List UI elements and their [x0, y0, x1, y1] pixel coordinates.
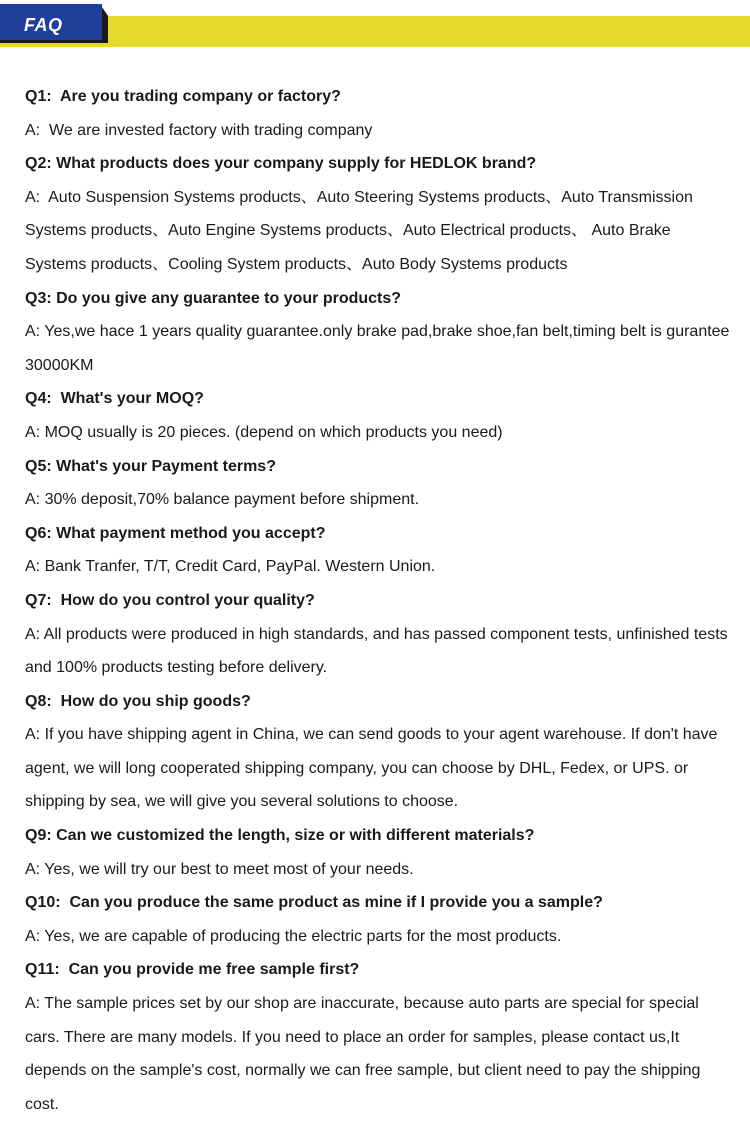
answer-4: A: MOQ usually is 20 pieces. (depend on which products you need): [25, 423, 503, 441]
question-9: Q9: Can we customized the length, size or with different materials?: [25, 827, 535, 845]
answer-11: A: The sample prices set by our shop are inaccurate, because auto parts are special for special cars. There are many models. If you need to place an order for samples, please contact us,It depends on the sample's cost, normally we can free sample, but client need to pay the shipping cost.: [25, 995, 705, 1113]
question-5: Q5: What's your Payment terms?: [25, 457, 276, 475]
question-8: Q8: How do you ship goods?: [25, 692, 251, 710]
question-1: Q1: Are you trading company or factory?: [25, 88, 341, 105]
faq-list: [25, 80, 734, 1121]
faq-item-8: [25, 685, 730, 819]
answer-5: A: 30% deposit,70% balance payment before shipment.: [25, 491, 420, 509]
faq-item-7: [25, 584, 733, 685]
faq-item-1: [25, 80, 730, 147]
faq-item-10: [25, 886, 730, 953]
question-10: Q10: Can you produce the same product as mine if I provide you a sample?: [25, 894, 603, 912]
question-4: Q4: What's your MOQ?: [25, 390, 204, 408]
faq-item-6: [25, 517, 730, 584]
faq-item-2: [25, 147, 730, 281]
answer-9: A: Yes, we will try our best to meet most of your needs.: [25, 860, 414, 878]
header-tab: [0, 4, 102, 40]
faq-item-9: [25, 819, 730, 886]
answer-6: A: Bank Tranfer, T/T, Credit Card, PayPal. Western Union.: [25, 558, 436, 576]
answer-1: A: We are invested factory with trading company: [25, 121, 373, 139]
header-yellow-bar: [0, 16, 750, 47]
question-3: Q3: Do you give any guarantee to your products?: [25, 289, 402, 307]
faq-title: FAQ: [24, 15, 63, 35]
question-6: Q6: What payment method you accept?: [25, 524, 326, 542]
faq-header: [0, 0, 750, 48]
faq-item-3: [25, 282, 734, 383]
answer-2: A: Auto Suspension Systems products、Auto Steering Systems products、Auto Transmission Systems products、Auto Engine Systems products、Auto Electrical products、 Auto Brake Systems products、Cooling System products、Auto Body Systems products: [25, 188, 698, 273]
answer-3: A: Yes,we hace 1 years quality guarantee.only brake pad,brake shoe,fan belt,timing belt is gurantee 30000KM: [25, 323, 734, 374]
answer-10: A: Yes, we are capable of producing the electric parts for the most products.: [25, 927, 562, 945]
question-2: Q2: What products does your company supply for HEDLOK brand?: [25, 155, 537, 173]
question-7: Q7: How do you control your quality?: [25, 591, 315, 609]
question-11: Q11: Can you provide me free sample first?: [25, 961, 360, 979]
answer-8: A: If you have shipping agent in China, we can send goods to your agent warehouse. If don't have agent, we will long cooperated shipping company, you can choose by DHL, Fedex, or UPS. or shipping by sea, we will give you several solutions to choose.: [25, 726, 722, 811]
faq-item-5: [25, 450, 730, 517]
answer-7: A: All products were produced in high standards, and has passed component tests, unfinished tests and 100% products testing before delivery.: [25, 625, 733, 677]
faq-item-4: [25, 382, 730, 449]
faq-item-11: [25, 953, 730, 1121]
